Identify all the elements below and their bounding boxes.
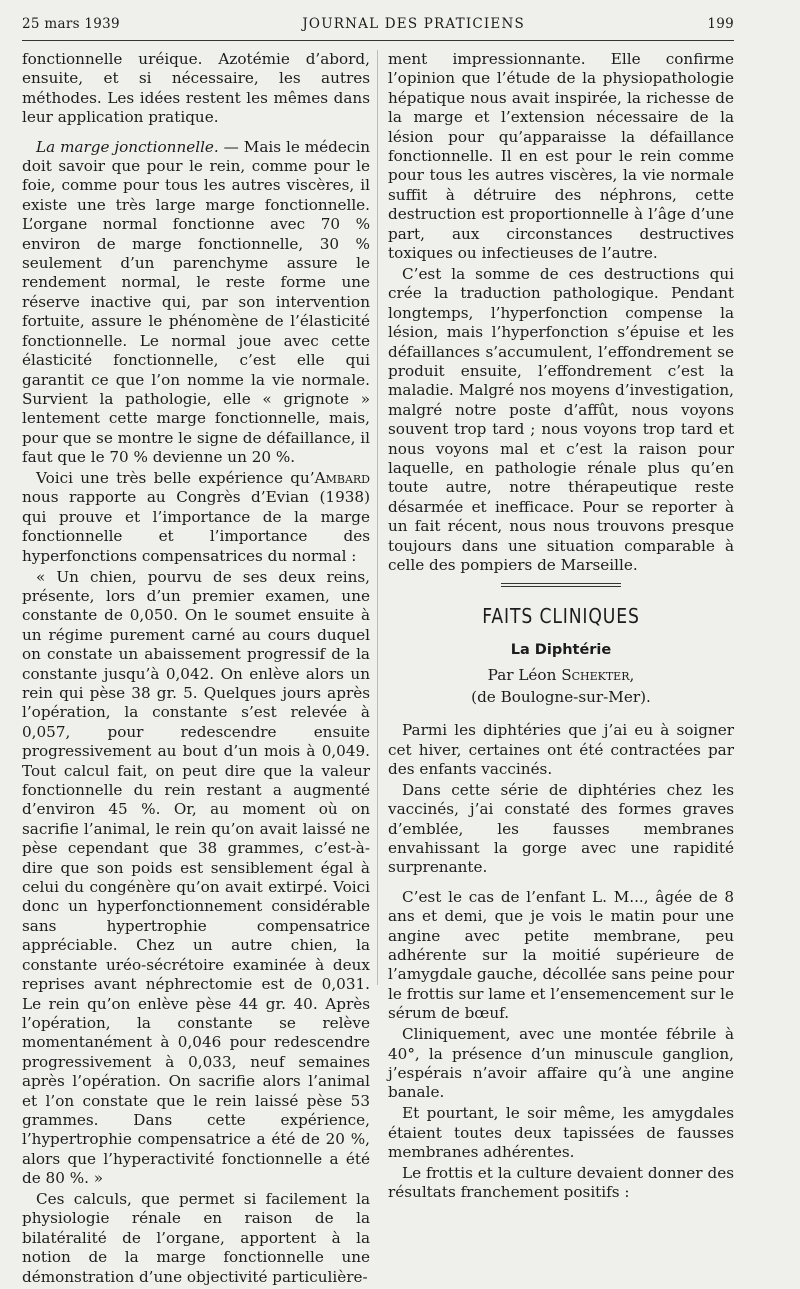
- paragraph: Parmi les diphtéries que j’ai eu à soigner cet hiver, certaines ont été contractées par des enfants vaccinés.: [388, 721, 734, 778]
- right-column: [388, 50, 734, 1204]
- byline: [388, 666, 734, 685]
- paragraph: Dans cette série de diphtéries chez les vaccinés, j’ai constaté des formes graves d’emblée, les fausses membranes envahissant la gorge avec une rapidité surprenante.: [388, 780, 734, 877]
- header-page-number: 199: [707, 16, 734, 32]
- byline-prefix: Par Léon: [487, 666, 562, 685]
- section-title: FAITS CLINIQUES: [482, 604, 640, 629]
- paragraph: fonctionnelle uréique. Azotémie d’abord, ensuite, et si nécessaire, les autres méthodes. Les idées restent les mêmes dans leur application pratique.: [22, 50, 370, 127]
- author-name: Ambard: [314, 469, 370, 488]
- paragraph: Ces calculs, que permet si facilement la physiologie rénale en raison de la bilatéralité de l’organe, apportent à la notion de la marge fonctionnelle une démonstration d’une objectivité particulière-: [22, 1190, 370, 1286]
- author-origin: (de Boulogne-sur-Mer).: [471, 687, 651, 706]
- column-divider: [377, 50, 378, 985]
- paragraph: ment impressionnante. Elle confirme l’opinion que l’étude de la physiopathologie hépatique nous avait inspirée, la richesse de la marge et l’extension nécessaire de la lésion pour qu’apparaisse la défaillance fonctionnelle. Il en est pour le rein comme pour tous les autres viscères, la vie normale suffit à détruire des néphrons, cette destruction est proportionnelle à l’âge d’une part, aux circonstances destructives toxiques ou infectieuses de l’autre.: [388, 50, 734, 263]
- paragraph-text: — Mais le médecin doit savoir que pour le rein, comme pour le foie, comme pour tous les autres viscères, il existe une très large marge fonctionnelle. L’organe normal fonctionne avec 70 % environ de marge fonctionnelle, 30 % seulement d’un parenchyme assure le rendement normal, le reste forme une réserve inactive qui, par son intervention fortuite, assure le phénomène de l’élasticité fonctionnelle. Le normal joue avec cette élasticité fonctionnelle, c’est elle qui garantit ce que l’on nomme la vie normale. Survient la pathologie, elle « grignote » lentement cette marge fonctionnelle, mais, pour que se montre le signe de défaillance, il faut que le 70 % devienne un 20 %.: [22, 137, 371, 467]
- paragraph-marge-fonctionnelle: [22, 138, 370, 468]
- run-in-heading: La marge jonctionnelle.: [36, 137, 219, 156]
- left-column: [22, 50, 370, 1289]
- header-journal-title: JOURNAL DES PRATICIENS: [302, 16, 525, 32]
- paragraph: Cliniquement, avec une montée fébrile à 40°, la présence d’un minuscule ganglion, j’espérais n’avoir affaire qu’à une angine banale.: [388, 1025, 734, 1102]
- author-name: Schekter,: [561, 666, 635, 685]
- paragraph: Et pourtant, le soir même, les amygdales étaient toutes deux tapissées de fausses membranes adhérentes.: [388, 1104, 734, 1162]
- article-title: La Diphtérie: [510, 641, 612, 658]
- paragraph-text: nous rapporte au Congrès d’Evian (1938) qui prouve et l’importance de la marge fonctionnelle et l’importance des hyperfonctions compensatrices du normal :: [22, 488, 370, 565]
- paragraph: C’est la somme de ces destructions qui crée la traduction pathologique. Pendant longtemps, l’hyperfonction compense la lésion, mais l’hyperfonction s’épuise et les défaillances s’accumulent, l’effondrement se produit ensuite, l’effondrement c’est la maladie. Malgré nos moyens d’investigation, malgré notre poste d’affût, nous voyons souvent trop tard ; nous voyons trop tard et nous voyons mal et c’est la raison pour laquelle, en pathologie rénale plus qu’en toute autre, notre thérapeutique reste désarmée et inefficace. Pour se reporter à un fait récent, nous nous trouvons presque toujours dans une situation comparable à celle des pompiers de Marseille.: [388, 264, 734, 575]
- paragraph-experience: [22, 469, 370, 566]
- section-separator: [501, 583, 621, 587]
- paragraph: Le frottis et la culture devaient donner des résultats franchement positifs :: [388, 1164, 734, 1202]
- paragraph: C’est le cas de l’enfant L. M..., âgée de 8 ans et demi, que je vois le matin pour une angine avec petite membrane, peu adhérente sur la moitié supérieure de l’amygdale gauche, décollée sans peine pour le frottis sur lame et l’ensemencement sur le sérum de bœuf.: [388, 887, 734, 1023]
- header-rule: [22, 40, 734, 41]
- header-date: 25 mars 1939: [22, 16, 120, 32]
- paragraph-text: Voici une très belle expérience qu’: [36, 469, 315, 488]
- quoted-experiment: « Un chien, pourvu de ses deux reins, présente, lors d’un premier examen, une constante de 0,050. On le soumet ensuite à un régime purement carné au cours duquel on constate un abaissement progressif de la constante jusqu’à 0,042. On enlève alors un rein qui pèse 38 gr. 5. Quelques jours après l’opération, la constante s’est relevée à 0,057, pour redescendre ensuite progressivement au bout d’un mois à 0,049. Tout calcul fait, on peut dire que la valeur fonctionnelle du rein restant a augmenté d’environ 45 %. Or, au moment où on sacrifie l’animal, le rein qu’on avait laissé ne pèse cependant que 38 grammes, c’est-à-dire que son poids est sensiblement égal à celui du congénère qu’on avait extirpé. Voici donc un hyperfonctionnement considérable sans hypertrophie compensatrice appréciable. Chez un autre chien, la constante uréo-sécrétoire examinée à deux reprises avant néphrectomie est de 0,031. Le rein qu’on enlève pèse 44 gr. 40. Après l’opération, la constante se relève momentanément à 0,046 pour redescendre progressivement à 0,033, neuf semaines après l’opération. On sacrifie alors l’animal et l’on constate que le rein laissé pèse 53 grammes. Dans cette expérience, l’hypertrophie compensatrice a été de 20 %, alors que l’hyperactivité fonctionnelle a été de 80 %. »: [22, 567, 370, 1188]
- running-header: [22, 16, 734, 38]
